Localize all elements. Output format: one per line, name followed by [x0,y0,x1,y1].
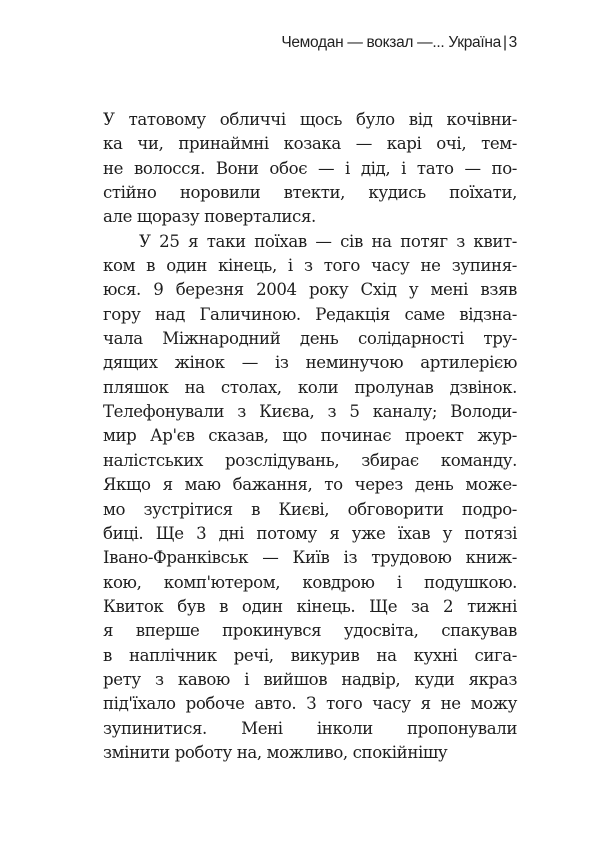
text-line: рету з кавою і вийшов надвір, куди якраз [103,669,517,689]
text-line: юся. 9 березня 2004 року Схід у мені взяв [103,280,517,300]
text-line: Якщо я маю бажання, то через день може- [103,475,517,495]
page-number: 3 [508,34,517,51]
text-line: налістських розслідувань, збирає команду. [103,450,517,470]
text-line: стійно норовили втекти, кудись поїхати, [103,183,517,203]
text-line: Івано-Франківськ — Київ із трудовою книж- [103,548,517,568]
running-header [281,34,517,52]
text-line: але щоразу поверталися. [103,207,316,227]
text-line: зупинитися. Мені інколи пропонували [103,718,517,738]
body-text [103,108,517,765]
text-line: не волосся. Вони обоє — і дід, і тато — по- [103,158,517,178]
text-line: мо зустрітися в Києві, обговорити подро- [103,499,517,519]
text-line: дящих жінок — із неминучою артилерією [103,353,517,373]
text-line: ком в один кінець, і з того часу не зупиня- [103,256,517,276]
text-line: ка чи, принаймні козака — карі очі, тем- [103,134,517,154]
text-line: змінити роботу на, можливо, спокійнішу [103,742,448,762]
text-line: Телефонували з Києва, з 5 каналу; Володи- [103,402,517,422]
text-line: Квиток був в один кінець. Ще за 2 тижні [103,596,517,616]
text-line: У 25 я таки поїхав — сів на потяг з квит- [139,231,517,251]
text-line: биці. Ще 3 дні потому я уже їхав у потязі [103,523,517,543]
running-title: Чемодан — вокзал —... Україна [281,34,501,51]
text-line: гору над Галичиною. Редакція саме відзна- [103,304,517,324]
text-line: кою, комп'ютером, ковдрою і подушкою. [103,572,517,592]
text-line: в наплічник речі, викурив на кухні сига- [103,645,517,665]
header-separator: | [502,34,507,51]
text-line: я вперше прокинувся удосвіта, спакував [103,621,517,641]
text-line: чала Міжнародний день солідарності тру- [103,329,517,349]
text-line: пляшок на столах, коли пролунав дзвінок. [103,377,517,397]
text-line: мир Ар'єв сказав, що починає проект жур- [103,426,517,446]
text-line: під'їхало робоче авто. З того часу я не можу [103,694,517,714]
text-line: У татовому обличчі щось було від кочівни- [103,110,517,129]
